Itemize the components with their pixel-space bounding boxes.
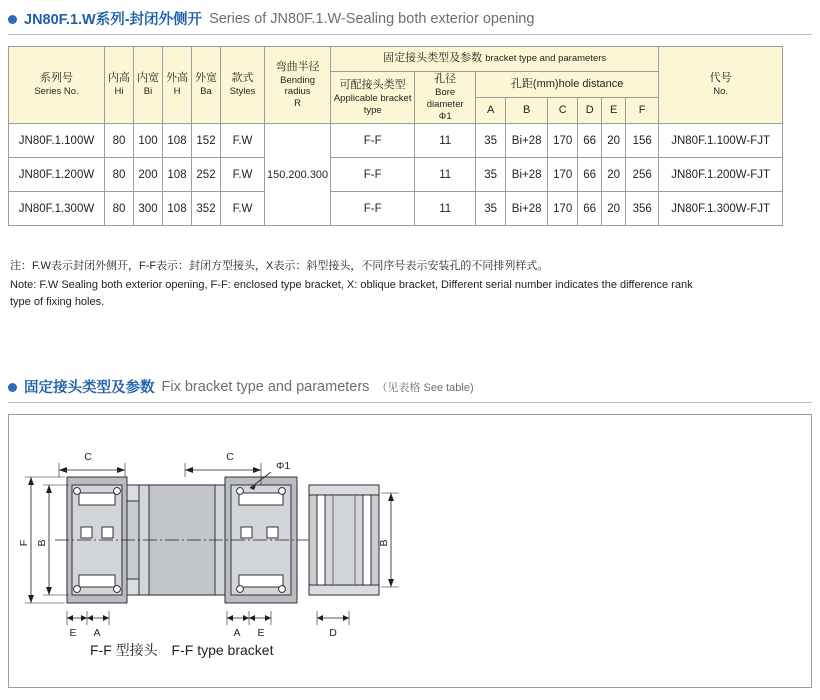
cell-bracket: F-F: [331, 158, 415, 192]
table-header-row-1: [9, 47, 783, 72]
cell-d: 66: [578, 192, 602, 226]
header-bending-radius-r: R: [294, 97, 302, 109]
header-code: [659, 47, 783, 124]
label-b-right: B: [378, 539, 390, 547]
bullet-icon: [8, 15, 17, 24]
header-outer-width-en: Ba: [200, 86, 212, 98]
label-phi: Φ1: [276, 460, 291, 472]
header-inner-width-en: Bi: [143, 86, 153, 98]
bracket-section-header: [0, 376, 474, 397]
header-bracket-group-en: bracket type and parameters: [485, 53, 607, 65]
label-c-right: C: [226, 451, 234, 463]
cell-c: 170: [548, 124, 578, 158]
header-bore-diameter: [415, 72, 476, 124]
cell-hi: 80: [105, 124, 134, 158]
cell-h: 108: [163, 192, 192, 226]
header-bore-diameter-cn: 孔径: [434, 73, 457, 85]
cell-a: 35: [476, 124, 506, 158]
cell-e: 20: [602, 158, 626, 192]
cell-f: 256: [626, 158, 659, 192]
cell-bi: 100: [134, 124, 163, 158]
header-outer-height-en: H: [173, 86, 181, 98]
cell-e: 20: [602, 192, 626, 226]
cell-b: Bi+28: [506, 158, 548, 192]
bracket-title-en: Fix bracket type and parameters: [161, 378, 370, 395]
cell-styles: F.W: [221, 158, 265, 192]
header-col-b: B: [506, 98, 548, 124]
header-bending-radius-en: Bending radius: [280, 74, 316, 98]
header-styles-cn: 款式: [231, 72, 254, 85]
cell-series: JN80F.1.200W: [9, 158, 105, 192]
label-e-1: E: [69, 627, 77, 639]
header-series: [9, 47, 105, 124]
cell-code: JN80F.1.100W-FJT: [659, 124, 783, 158]
cell-bi: 200: [134, 158, 163, 192]
drawing-caption: [90, 640, 273, 660]
header-inner-height-en: Hi: [114, 86, 124, 98]
cell-series: JN80F.1.100W: [9, 124, 105, 158]
header-applicable-bracket-cn: 可配接头类型: [339, 78, 406, 91]
cell-bore: 11: [415, 158, 476, 192]
header-bending-radius-cn: 弯曲半径: [275, 60, 320, 73]
header-outer-height-cn: 外高: [166, 72, 188, 85]
cell-bending-radius: 150.200.300: [265, 124, 331, 226]
header-applicable-bracket: [331, 72, 415, 124]
cell-hi: 80: [105, 158, 134, 192]
header-bending-radius: [265, 47, 331, 124]
cell-d: 66: [578, 158, 602, 192]
header-applicable-bracket-en: Applicable bracket type: [333, 92, 412, 116]
cell-a: 35: [476, 192, 506, 226]
cell-code: JN80F.1.200W-FJT: [659, 158, 783, 192]
label-a-1: A: [93, 627, 101, 639]
label-b-left: B: [36, 539, 48, 547]
header-styles: [221, 47, 265, 124]
cell-hi: 80: [105, 192, 134, 226]
bracket-title-cn: 固定接头类型及参数: [24, 380, 155, 396]
cell-bracket: F-F: [331, 192, 415, 226]
table-row: [9, 192, 783, 226]
header-hole-distance: 孔距(mm)hole distance: [476, 72, 659, 98]
cell-series: JN80F.1.300W: [9, 192, 105, 226]
drawing-caption-cn: F-F 型接头: [90, 642, 158, 658]
table-row: [9, 158, 783, 192]
header-inner-width-cn: 内宽: [137, 72, 159, 85]
header-series-en: Series No.: [34, 86, 79, 98]
cell-d: 66: [578, 124, 602, 158]
series-section-header: [0, 8, 534, 29]
cell-b: Bi+28: [506, 192, 548, 226]
header-divider: [8, 34, 812, 35]
drawing-caption-en: F-F type bracket: [171, 642, 274, 658]
cell-f: 356: [626, 192, 659, 226]
note-cn: 注：F.W表示封闭外侧开，F-F表示：封闭方型接头，X表示：斜型接头，不同序号表示安装孔的不同排列样式。: [10, 260, 549, 272]
header-inner-height: [105, 47, 134, 124]
cell-code: JN80F.1.300W-FJT: [659, 192, 783, 226]
header-outer-height: [163, 47, 192, 124]
bracket-header-divider: [8, 402, 812, 403]
cell-h: 108: [163, 158, 192, 192]
header-col-d: D: [578, 98, 602, 124]
cell-styles: F.W: [221, 124, 265, 158]
header-inner-width: [134, 47, 163, 124]
cell-a: 35: [476, 158, 506, 192]
series-title-en: Series of JN80F.1.W-Sealing both exterior opening: [209, 10, 535, 27]
header-bracket-group-cn: 固定接头类型及参数: [383, 52, 483, 65]
cell-e: 20: [602, 124, 626, 158]
bracket-title-note: （见表格 See table): [376, 381, 474, 394]
header-code-cn: 代号: [709, 72, 732, 85]
table-row: [9, 124, 783, 158]
label-c-left: C: [84, 451, 92, 463]
header-col-f: F: [626, 98, 659, 124]
cell-bore: 11: [415, 124, 476, 158]
cell-bracket: F-F: [331, 124, 415, 158]
header-col-c: C: [548, 98, 578, 124]
header-col-a: A: [476, 98, 506, 124]
cell-bi: 300: [134, 192, 163, 226]
header-code-en: No.: [713, 86, 729, 98]
cell-ba: 152: [192, 124, 221, 158]
header-outer-width: [192, 47, 221, 124]
header-inner-height-cn: 内高: [108, 72, 130, 85]
cell-styles: F.W: [221, 192, 265, 226]
header-bore-diameter-en: Bore diameter: [426, 86, 464, 110]
label-f-left: F: [18, 539, 30, 547]
header-col-e: E: [602, 98, 626, 124]
header-bore-diameter-symbol: Φ1: [438, 110, 452, 122]
cell-c: 170: [548, 192, 578, 226]
label-e-2: E: [257, 627, 265, 639]
header-styles-en: Styles: [229, 86, 256, 98]
cell-bore: 11: [415, 192, 476, 226]
cell-ba: 352: [192, 192, 221, 226]
cell-b: Bi+28: [506, 124, 548, 158]
cell-f: 156: [626, 124, 659, 158]
cell-ba: 252: [192, 158, 221, 192]
note-en-1: Note: F.W Sealing both exterior opening, F-F: enclosed type bracket, X: oblique bracket, Different serial number indicates the difference rank: [10, 279, 693, 292]
spec-table: [8, 46, 783, 226]
series-title-cn: JN80F.1.W系列-封闭外侧开: [24, 12, 203, 28]
label-a-2: A: [233, 627, 241, 639]
cell-c: 170: [548, 158, 578, 192]
bullet-icon: [8, 383, 17, 392]
notes-block: [10, 258, 810, 311]
header-outer-width-cn: 外宽: [195, 72, 217, 85]
note-en-2: type of fixing holes.: [10, 296, 105, 309]
label-d: D: [329, 627, 337, 639]
header-series-cn: 系列号: [40, 72, 73, 85]
header-bracket-group: [331, 47, 659, 72]
cell-h: 108: [163, 124, 192, 158]
